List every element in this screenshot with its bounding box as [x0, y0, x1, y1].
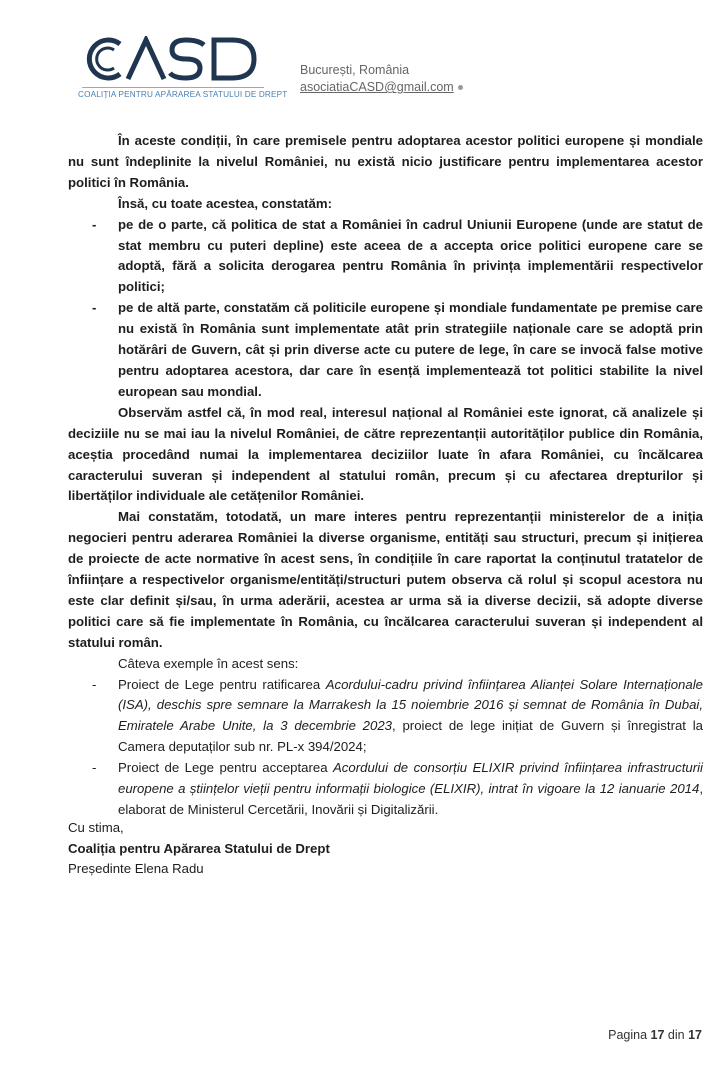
signature-organization: Coaliția pentru Apărarea Statului de Drept — [68, 840, 330, 856]
finding-item-1-text: pe de o parte, că politica de stat a României în cadrul Uniunii Europene (unde are statut de stat membru cu puteri depline) este aceea de a accepta orice politici europene care se adoptă, fără a solicita derogarea pentru România în privința implementării respectivelor politici; — [118, 216, 703, 295]
letter-body — [68, 131, 703, 821]
example-item-elixir: - Proiect de Lege pentru acceptarea Acordului de consorțiu ELIXIR privind înființarea infrastructurii europene a științelor vieții pentru informații biologice (ELIXIR), intrat în vigoare la 12 ianuarie 2014, elaborat de Ministerul Cercetării, Inovării și Digitalizării. — [92, 760, 703, 817]
finding-item-1 — [68, 215, 703, 299]
casd-logo-mark — [86, 36, 261, 82]
signature-block — [68, 818, 330, 880]
example-elixir-title: Acordului de consorțiu ELIXIR privind înființarea infrastructurii europene a științelor vieții pentru informații biologice (ELIXIR), intrat în vigoare la 12 ianuarie 2014 — [118, 760, 703, 797]
logo-caption: COALIȚIA PENTRU APĂRAREA STATULUI DE DREPT — [78, 90, 288, 99]
paragraph-examples-intro: Câteva exemple în acest sens: — [118, 655, 299, 671]
paragraph-ministries-interest: Mai constatăm, totodată, un mare interes pentru reprezentanții ministerelor de a iniția negocieri pentru aderarea României la diverse organisme, entități sau structuri, precum și inițierea de proiecte de acte normative în acest sens, în condițiile în care raportat la conținutul tratatelor de înființare a respectivelor organisme/entități/structuri putem observa că rolul și scopul acestora nu este clar definit și/sau, în urma aderării, acestea ar urma să ia diverse decizii, să adopte diverse politici care să fie implementate în România, cu încălcarea caracterului suveran și independent al statului român. — [68, 509, 703, 650]
example-isa-title: Acordului-cadru privind înființarea Alianței Solare Internaționale (ISA), deschis spre semnare la Marrakesh la 15 noiembrie 2016 și semnat de România în Dubai, Emiratele Arabe Unite, la 3 decembrie 2023 — [118, 676, 703, 734]
total-pages: 17 — [688, 1028, 702, 1042]
dash-icon: - — [92, 216, 97, 232]
finding-item-2 — [68, 298, 703, 403]
finding-item-2-text: pe de altă parte, constatăm că politicile europene și mondiale fundamentate pe premise care nu există în România sunt implementate atât prin strategiile naționale care se adoptă prin hotărâri de Guvern, cât și prin diverse acte cu putere de lege, în care se invocă false motive pentru adoptarea acestora, dar care în esență implementează tot politici stabilite la nivel european sau mondial. — [118, 300, 703, 399]
paragraph-national-interest: Observăm astfel că, în mod real, interesul național al României este ignorat, că analizele și deciziile nu se mai iau la nivelul României, de către reprezentanții autorităților publice din România, aceștia procedând numai la implementarea deciziilor luate în afara României, cu încălcarea caracterului suveran și independent al statului român, precum și cu afectarea drepturilor și libertăților individuale ale cetățenilor României. — [68, 404, 703, 504]
signature-closing: Cu stima, — [68, 820, 124, 835]
signature-person: Președinte Elena Radu — [68, 861, 204, 876]
dash-icon: - — [92, 760, 97, 776]
logo-divider — [82, 87, 264, 88]
casd-logo — [78, 36, 288, 102]
bullet-dot-icon — [458, 85, 463, 90]
casd-logo-letters — [86, 36, 261, 82]
paragraph-conditions: În aceste condiții, în care premisele pentru adoptarea acestor politici europene și mondiale nu sunt îndeplinite la nivelul României, nu există nicio justificare pentru implementarea acestor politici în România. — [68, 133, 703, 190]
header-contact — [300, 62, 463, 96]
current-page: 17 — [650, 1028, 665, 1042]
dash-icon: - — [92, 676, 97, 692]
header-email-link[interactable]: asociatiaCASD@gmail.com — [300, 80, 454, 94]
example-item-isa: - Proiect de Lege pentru ratificarea Acordului-cadru privind înființarea Alianței Solare Internaționale (ISA), deschis spre semnare la Marrakesh la 15 noiembrie 2016 și semnat de România în Dubai, Emiratele Arabe Unite, la 3 decembrie 2023, proiect de lege inițiat de Guvern și înregistrat la Camera deputaților sub nr. PL-x 394/2024; — [92, 676, 703, 755]
page-number: Pagina 17 din 17 — [608, 1028, 702, 1042]
dash-icon: - — [92, 300, 97, 316]
paragraph-findings-intro: Însă, cu toate acestea, constatăm: — [118, 195, 333, 211]
header-location: București, România — [300, 63, 410, 77]
